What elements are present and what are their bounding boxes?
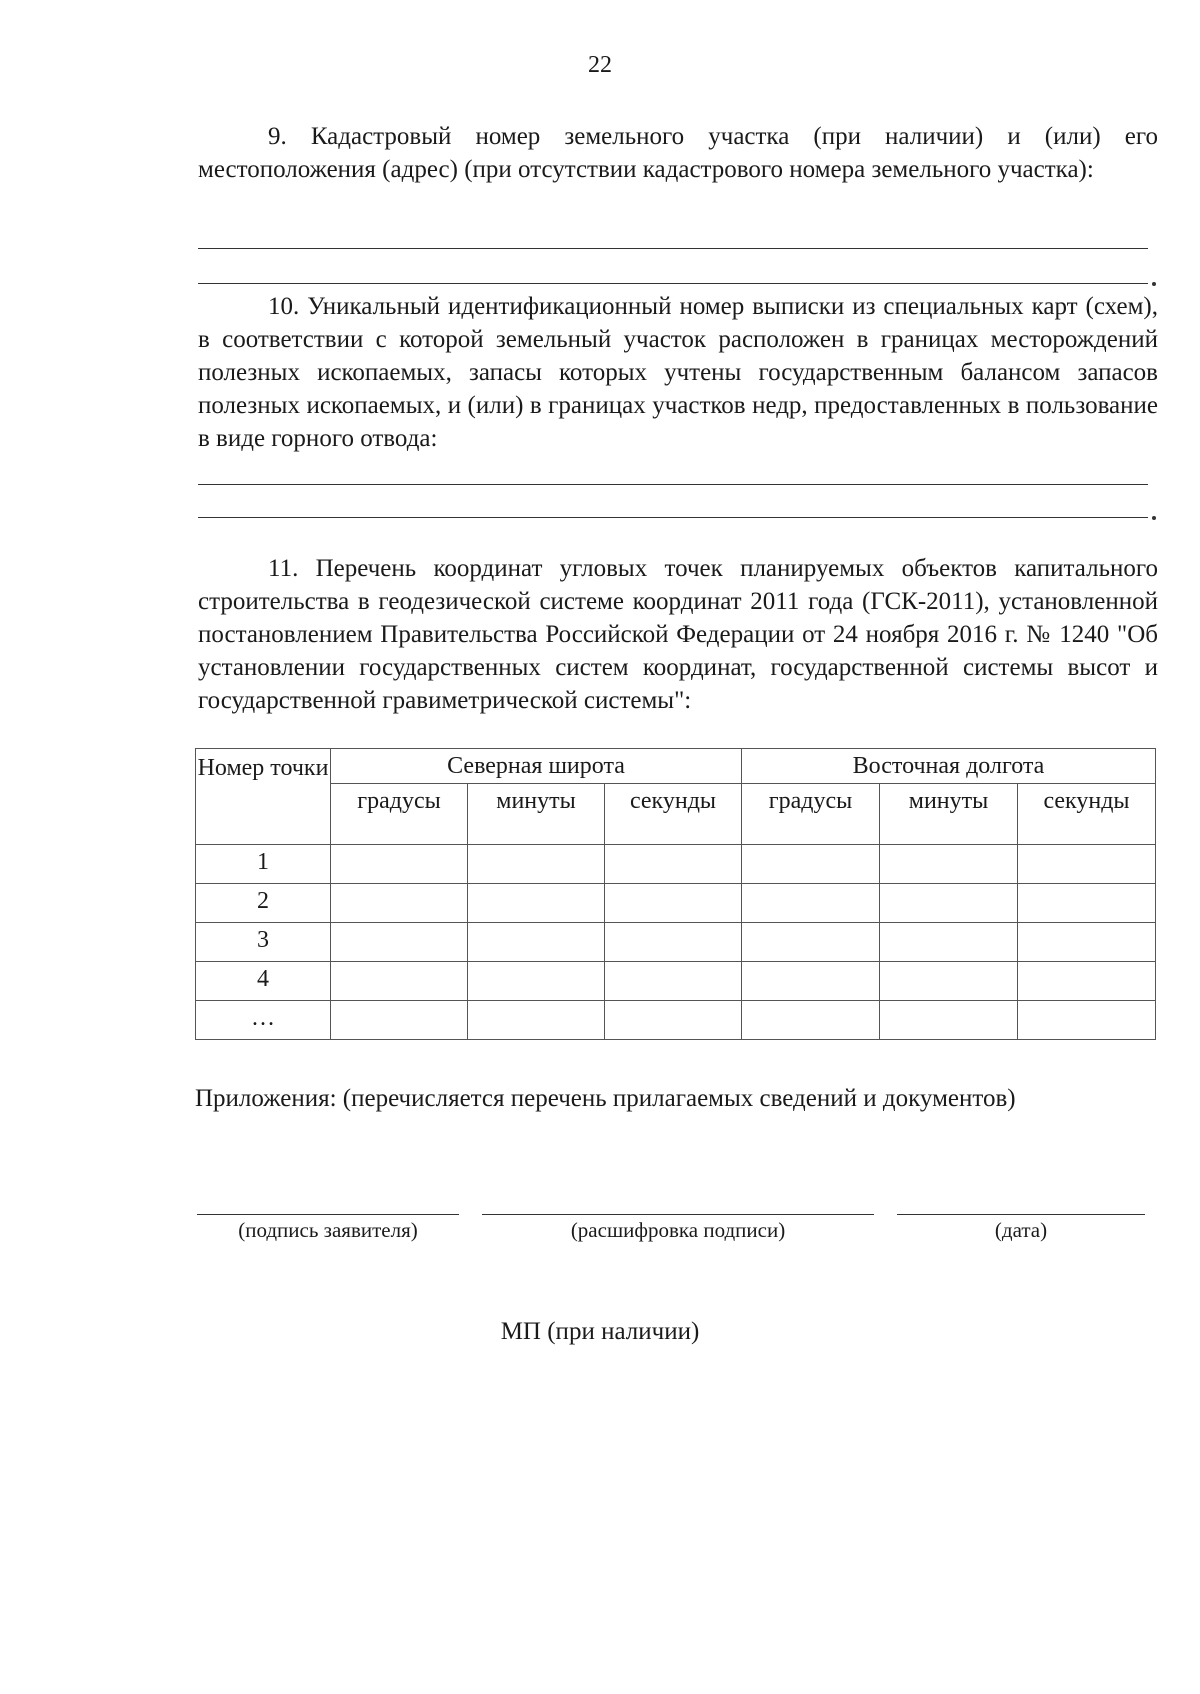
- value-cell[interactable]: [880, 1001, 1018, 1040]
- sub-header: секунды: [605, 784, 742, 845]
- value-cell[interactable]: [880, 884, 1018, 923]
- value-cell[interactable]: [468, 1001, 605, 1040]
- stamp-placeholder: МП (при наличии): [500, 1318, 700, 1345]
- section-10-text: [198, 290, 1158, 455]
- value-cell[interactable]: [1018, 923, 1156, 962]
- value-cell[interactable]: [468, 884, 605, 923]
- decoding-line[interactable]: [482, 1214, 874, 1215]
- fill-line: [198, 517, 1148, 518]
- value-cell[interactable]: [605, 1001, 742, 1040]
- fill-line: [198, 283, 1148, 284]
- table-row: [196, 1001, 1156, 1040]
- signature-label: (подпись заявителя): [238, 1218, 418, 1242]
- value-cell[interactable]: [605, 923, 742, 962]
- point-number-header: Номер точки: [196, 749, 331, 845]
- table-row: [196, 962, 1156, 1001]
- table-subheader-row: [196, 784, 1156, 845]
- value-cell[interactable]: [468, 845, 605, 884]
- coordinates-table: [195, 748, 1156, 1040]
- value-cell[interactable]: [331, 1001, 468, 1040]
- value-cell[interactable]: [880, 962, 1018, 1001]
- value-cell[interactable]: [468, 962, 605, 1001]
- value-cell[interactable]: [742, 923, 880, 962]
- table-header-row: [196, 749, 1156, 784]
- fill-line: [198, 484, 1148, 485]
- value-cell[interactable]: [468, 923, 605, 962]
- sub-header: градусы: [331, 784, 468, 845]
- sub-header: градусы: [742, 784, 880, 845]
- value-cell[interactable]: [742, 1001, 880, 1040]
- table-row: [196, 845, 1156, 884]
- value-cell[interactable]: [742, 884, 880, 923]
- fill-line: [198, 248, 1148, 249]
- value-cell[interactable]: [742, 962, 880, 1001]
- section-11-text: [198, 552, 1158, 717]
- section-10-body: 10. Уникальный идентификационный номер выписки из специальных карт (схем), в соответствии с которой земельный участок расположен в границах месторождений полезных ископаемых, запасы которых учтены государственным балансом запасов полезных ископаемых, и (или) в границах участков недр, предоставленных в пользование в виде горного отвода:: [198, 293, 1158, 452]
- value-cell[interactable]: [331, 962, 468, 1001]
- value-cell[interactable]: [1018, 845, 1156, 884]
- date-line[interactable]: [897, 1214, 1145, 1215]
- section-11-body: 11. Перечень координат угловых точек планируемых объектов капитального строительства в геодезической системе координат 2011 года (ГСК-2011), установленной постановлением Правительства Российской Федерации от 24 ноября 2016 г. № 1240 "Об установлении государственных систем координат, государственной системы высот и государственной гравиметрической системы":: [198, 555, 1158, 714]
- value-cell[interactable]: [605, 962, 742, 1001]
- value-cell[interactable]: [331, 884, 468, 923]
- table-row: [196, 884, 1156, 923]
- point-number-cell: 2: [196, 884, 331, 923]
- point-number-cell: 3: [196, 923, 331, 962]
- point-number-cell: 1: [196, 845, 331, 884]
- sub-header: минуты: [468, 784, 605, 845]
- fill-dot: [1152, 282, 1156, 286]
- page-number: 22: [588, 52, 612, 78]
- decoding-label: (расшифровка подписи): [570, 1218, 786, 1242]
- appendix-text: Приложения: (перечисляется перечень прилагаемых сведений и документов): [195, 1085, 1016, 1112]
- value-cell[interactable]: [742, 845, 880, 884]
- fill-dot: [1152, 516, 1156, 520]
- point-number-cell: …: [196, 1001, 331, 1040]
- section-9-body: 9. Кадастровый номер земельного участка (при наличии) и (или) его местоположения (адрес) (при отсутствии кадастрового номера земельного участка):: [198, 123, 1158, 183]
- value-cell[interactable]: [1018, 1001, 1156, 1040]
- value-cell[interactable]: [331, 845, 468, 884]
- section-9-text: [198, 120, 1158, 186]
- sub-header: секунды: [1018, 784, 1156, 845]
- date-label: (дата): [994, 1218, 1048, 1242]
- point-number-cell: 4: [196, 962, 331, 1001]
- value-cell[interactable]: [1018, 884, 1156, 923]
- value-cell[interactable]: [605, 845, 742, 884]
- signature-line[interactable]: [197, 1214, 459, 1215]
- value-cell[interactable]: [331, 923, 468, 962]
- north-latitude-header: Северная широта: [331, 749, 742, 784]
- value-cell[interactable]: [880, 923, 1018, 962]
- table-row: [196, 923, 1156, 962]
- value-cell[interactable]: [1018, 962, 1156, 1001]
- east-longitude-header: Восточная долгота: [742, 749, 1156, 784]
- value-cell[interactable]: [880, 845, 1018, 884]
- value-cell[interactable]: [605, 884, 742, 923]
- sub-header: минуты: [880, 784, 1018, 845]
